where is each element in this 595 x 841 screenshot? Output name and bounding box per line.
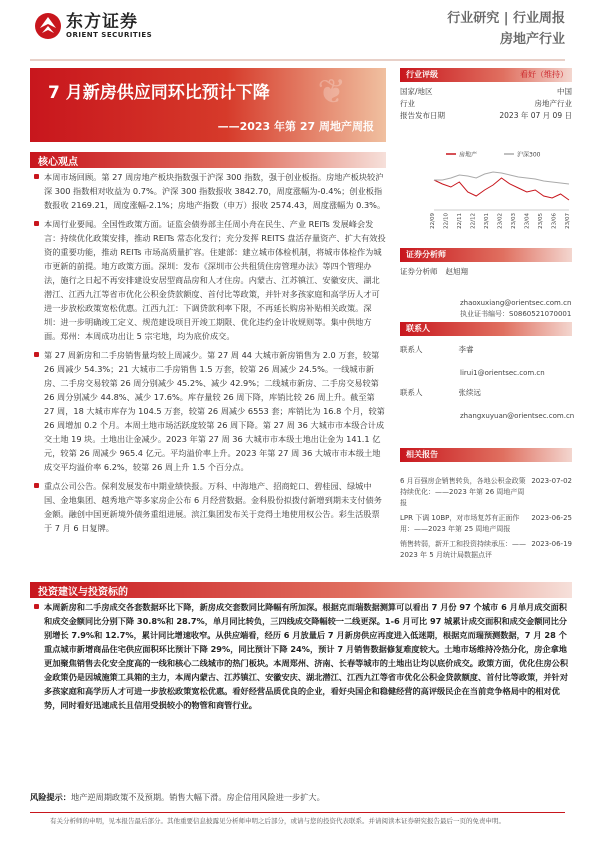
legend-label: 房地产 [459, 151, 478, 159]
related-report-title[interactable]: 销售转弱，新开工和投资持续承压：——2023 年 5 月统计局数据点评 [400, 540, 526, 559]
x-tick-label: 22/10 [443, 213, 450, 229]
risk-note [30, 790, 570, 804]
rating-key: 行业 [400, 99, 415, 108]
advice-section-header [30, 582, 572, 598]
index-comparison-chart [404, 150, 574, 242]
bullet-icon [34, 221, 39, 226]
analyst-email[interactable]: zhaoxuxiang@orientsec.com.cn [460, 299, 572, 307]
contact1-name: 李睿 [458, 345, 474, 354]
legend-label: 沪深300 [517, 151, 541, 159]
related-list [400, 476, 572, 561]
contact2-email[interactable]: zhangxuyuan@orientsec.com.cn [460, 412, 575, 420]
rating-key: 国家/地区 [400, 87, 433, 96]
logo-text-cn: 东方证券 [66, 12, 138, 32]
analyst-panel [400, 248, 572, 320]
contact-header: 联系人 [400, 322, 572, 336]
advice-para: 本周新房和二手房成交各套数据环比下降，新房成交套数同比降幅有所加深。根据克而瑞数据测算可以看出 7 月份 97 个城市 6 月单月成交面积和成交金额同比分别下降 30.8%和 28.7%，单月同比转负，三四线成交降幅较一二线更深。1-6 月可比 97 城累计成交面积和成交金额同比分别增长 7.9%和 12.7%，累计同比增速收窄。从供应端看，经历 6 月放量后 7 月新房供应再度进入低迷期，根据克而瑞预测数据，7 月 28 个重点城市新增商品住宅供应面积环比预计下降 29%，同比预计下降 24%，预计 7 月销售数据修复难度较大。土地市场维持冷热分化，房企拿地更加聚焦销售去化安全度高的一线和核心二线城市的热门板块。本周郑州、济南、长春等城市的土地出让均以底价成交。政策方面，优化住房公积金政策仍是因城施策工具箱的主力，本周内蒙古、江苏镇江、安徽安庆、湖北潜江、江西九江等省市优化公积金贷款额度、首付比等政策，并针对多孩家庭和高学历人才可进一步放松政策宽松优惠。看好经营品质优良的企业，看好央国企和稳健经营的高评级民企在当前竞争格局中的相对优势，同时看好迅速成长且信用受损较小的物管和商管行业。 [34, 600, 572, 712]
disclaimer: 有关分析师的申明，见本报告最后部分。其他重要信息披露见分析师申明之后部分，或请与您的投资代表联系。并请阅读本证券研究报告最后一页的免责申明。 [50, 817, 505, 825]
logo-emblem-icon [34, 12, 62, 40]
contact-panel [400, 322, 575, 422]
rating-val: 2023 年 07 月 09 日 [499, 111, 572, 120]
brand-logo [34, 8, 184, 44]
report-title: 7 月新房供应同环比预计下降 [48, 83, 270, 103]
x-tick-label: 23/01 [484, 213, 490, 229]
bullet-icon [34, 352, 39, 357]
x-tick-label: 23/02 [497, 213, 504, 229]
core-section-title: 核心观点 [38, 157, 78, 168]
rating-val: 房地产行业 [534, 99, 572, 108]
x-tick-label: 23/04 [524, 213, 531, 229]
rating-row [400, 110, 572, 122]
analyst-header: 证券分析师 [400, 248, 572, 262]
rating-header: 行业评级 看好（维持） [400, 68, 572, 82]
logo-text-en: ORIENT SECURITIES [66, 31, 153, 39]
related-panel [400, 448, 572, 565]
related-report-date: 2023-06-25 [531, 514, 572, 522]
analyst-name: 赵旭翔 [445, 267, 468, 276]
core-para-news: 本周行业要闻。全国性政策方面。证监会债券部主任周小舟在民生、产业 REITs 发展峰会发言：持续优化政策安排，推动 REITs 常态化发行；充分发挥 REITS 盘活存量资产、扩大有效投资的重要功能，推动 REITs 市场高质量扩容。住建部：建立城市体检机制，将城市体检作为城市更新的前提。地方政策方面。深圳：发布《深圳市公共租赁住房管理办法》等四个管理办法，施行之日起不再安排建设安居型商品房和人才住房。内蒙古、江苏镇江、安徽安庆、湖北潜江、江西九江等省市优化公积金贷款额度、首付比等政策，并针对多孩家庭和高学历人才可进一步放松政策宽松优惠。江西九江：下调贷款利率下限，不再延长购房补贴相关政策。深圳：进一步明确竣工定义、规范建设项目开竣工期限、优化违约金计收规则等。集中供地方面。郑州：本周成功出让 5 宗宅地，均为底价成交。 [34, 217, 386, 343]
related-report-item[interactable] [400, 476, 572, 509]
rating-rows [400, 86, 572, 122]
related-report-date: 2023-06-19 [531, 540, 572, 548]
related-report-title[interactable]: LPR 下调 10BP，对市场复苏有正面作用：——2023 年第 25 周地产周报 [400, 514, 520, 533]
analyst-cert: 执业证书编号：S0860521070001 [460, 310, 572, 318]
bullet-icon [34, 174, 39, 179]
title-banner [30, 68, 386, 142]
x-tick-label: 22/12 [470, 213, 477, 229]
x-tick-label: 23/07 [565, 213, 571, 229]
x-tick-label: 23/05 [538, 213, 544, 229]
rating-panel [400, 68, 572, 122]
x-tick-label: 23/06 [551, 213, 558, 229]
core-content [34, 170, 386, 540]
contact2-name: 张续远 [458, 388, 481, 397]
contact1-email[interactable]: lirui1@orientsec.com.cn [460, 369, 545, 377]
x-tick-label: 23/03 [511, 213, 517, 229]
bullet-icon [34, 604, 39, 609]
related-report-item[interactable] [400, 539, 572, 561]
rating-row [400, 86, 572, 98]
risk-label: 风险提示： [30, 792, 71, 802]
related-report-item[interactable] [400, 513, 572, 535]
rating-key: 报告发布日期 [400, 111, 445, 120]
related-report-title[interactable]: 6 月百强房企销售转负，各地公积金政策持续优化：——2023 年第 26 周地产周报 [400, 477, 526, 507]
advice-section-title: 投资建议与投资标的 [38, 587, 128, 598]
report-type: 行业研究 | 行业周报 [447, 11, 565, 26]
related-header: 相关报告 [400, 448, 572, 462]
header-divider [30, 59, 565, 61]
contact1-label: 联系人 [400, 345, 423, 354]
report-subtitle: ——2023 年第 27 周地产周报 [217, 120, 374, 133]
rating-value: 看好（维持） [520, 70, 568, 79]
footer-divider [30, 812, 565, 813]
banner-decoration: ❦ [317, 72, 346, 112]
rating-row [400, 98, 572, 110]
advice-content [34, 600, 572, 717]
industry-name: 房地产行业 [499, 32, 565, 47]
bullet-icon [34, 483, 39, 488]
contact2-label: 联系人 [400, 388, 423, 397]
x-tick-label: 22/09 [430, 213, 436, 229]
core-para-market: 本周市场回顾。第 27 周房地产板块指数强于沪深 300 指数，强于创业板指。房地产板块较沪深 300 指数相对收益为 0.7%。沪深 300 指数报收 3842.70，周度涨幅为-0.4%；创业板指数报收 2169.21，周度涨幅-2.1%；房地产指数（申万）报收 2574.43，周度涨幅为 0.3%。 [34, 170, 386, 212]
core-para-sales: 第 27 周新房和二手房销售量均较上周减少。第 27 周 44 大城市新房销售为 2.0 万套，较第 26 周减少 54.3%；21 大城市二手房销售 1.5 万套，较第 26 周减少 24.5%。一线城市新房、二手房交易较第 26 周分别减少 45.2%、减少 42.9%；二线城市新房、二手房交易较第 26 周分别减少 44.8%、减少 17.6%。库存量较 26 周下降，库销比较 26 周上升。截至第 27 周，18 大城市库存为 104.5 万套，较第 26 周减少 6553 套；库销比为 16.8 个月，较第 26 周增加 0.2 个月。本周土地市场活跃度较第 26 周下降。第 27 周 36 大城市市本级合计成交土地 19 块。土地出让金减少。2023 年第 27 周 36 大城市市本级土地出让金为 141.1 亿元，较第 26 周减少 965.4 亿元。平均溢价率上升。2023 年第 27 周 36 大城市市本级土地成交平均溢价率 6.2%，较第 26 周上升 1.5 个百分点。 [34, 348, 386, 474]
core-para-company: 重点公司公告。保利发展发布中期业绩快报。万科、中海地产、招商蛇口、碧桂园、绿城中国、金地集团、越秀地产等多家房企公布 6 月经营数据。金科股份拟拨付新增到期未支付债务金额。融创中国更新境外债务重组进展。滨江集团发布关于竞得土地使用权公告。彩生活股票于 7 月 6 日复牌。 [34, 479, 386, 535]
related-report-date: 2023-07-02 [531, 477, 572, 485]
rating-val: 中国 [557, 87, 572, 96]
analyst-label: 证券分析师 [400, 267, 438, 276]
core-section-header [30, 152, 386, 168]
x-tick-label: 22/11 [457, 213, 463, 229]
risk-text: 地产逆周期政策不及预期。销售大幅下滑。房企信用风险进一步扩大。 [70, 792, 325, 802]
